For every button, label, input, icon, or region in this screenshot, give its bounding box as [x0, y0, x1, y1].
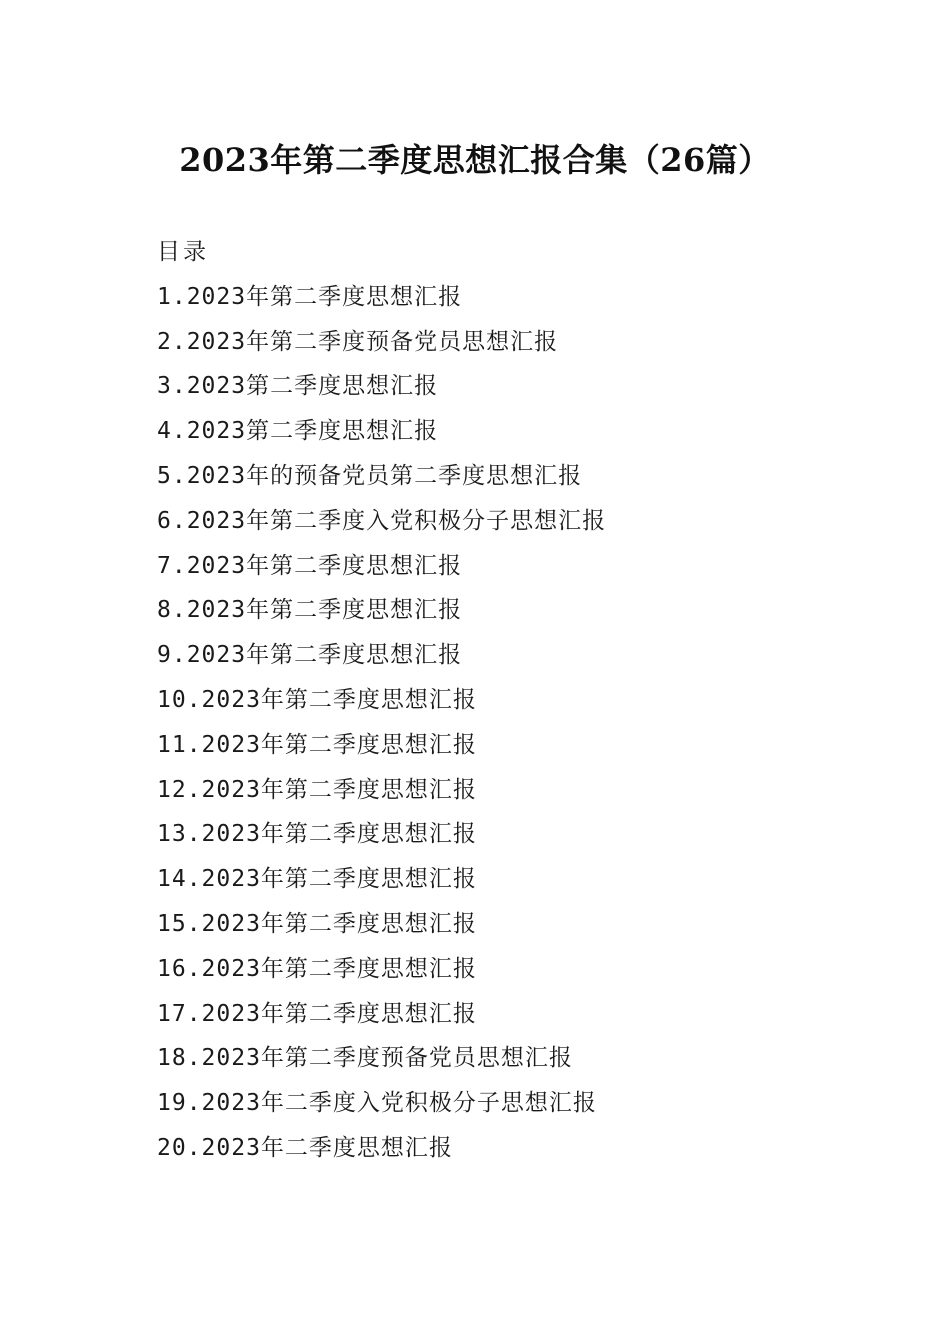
- toc-item-5: 5.2023年的预备党员第二季度思想汇报: [157, 462, 583, 489]
- toc-item-7: 7.2023年第二季度思想汇报: [157, 552, 463, 579]
- toc-item-20: 20.2023年二季度思想汇报: [157, 1134, 453, 1161]
- toc-item-4: 4.2023第二季度思想汇报: [157, 418, 439, 445]
- toc-item-17: 17.2023年第二季度思想汇报: [157, 1000, 477, 1027]
- toc-item-12: 12.2023年第二季度思想汇报: [157, 776, 477, 803]
- toc-item-8: 8.2023年第二季度思想汇报: [157, 597, 463, 624]
- toc-item-16: 16.2023年第二季度思想汇报: [157, 955, 477, 982]
- toc-item-15: 15.2023年第二季度思想汇报: [157, 910, 477, 937]
- toc-item-6: 6.2023年第二季度入党积极分子思想汇报: [157, 507, 607, 534]
- toc-item-19: 19.2023年二季度入党积极分子思想汇报: [157, 1090, 597, 1117]
- toc-item-9: 9.2023年第二季度思想汇报: [157, 642, 463, 669]
- toc-item-10: 10.2023年第二季度思想汇报: [157, 686, 477, 713]
- toc-item-3: 3.2023第二季度思想汇报: [157, 373, 439, 400]
- toc-item-1: 1.2023年第二季度思想汇报: [157, 283, 463, 310]
- toc-item-14: 14.2023年第二季度思想汇报: [157, 866, 477, 893]
- toc-item-13: 13.2023年第二季度思想汇报: [157, 821, 477, 848]
- toc-heading: 目录: [157, 239, 209, 265]
- document-title: 2023年第二季度思想汇报合集（26篇）: [179, 141, 771, 179]
- table-of-contents: [157, 230, 857, 1171]
- toc-item-2: 2.2023年第二季度预备党员思想汇报: [157, 328, 559, 355]
- toc-item-18: 18.2023年第二季度预备党员思想汇报: [157, 1045, 573, 1072]
- toc-item-11: 11.2023年第二季度思想汇报: [157, 731, 477, 758]
